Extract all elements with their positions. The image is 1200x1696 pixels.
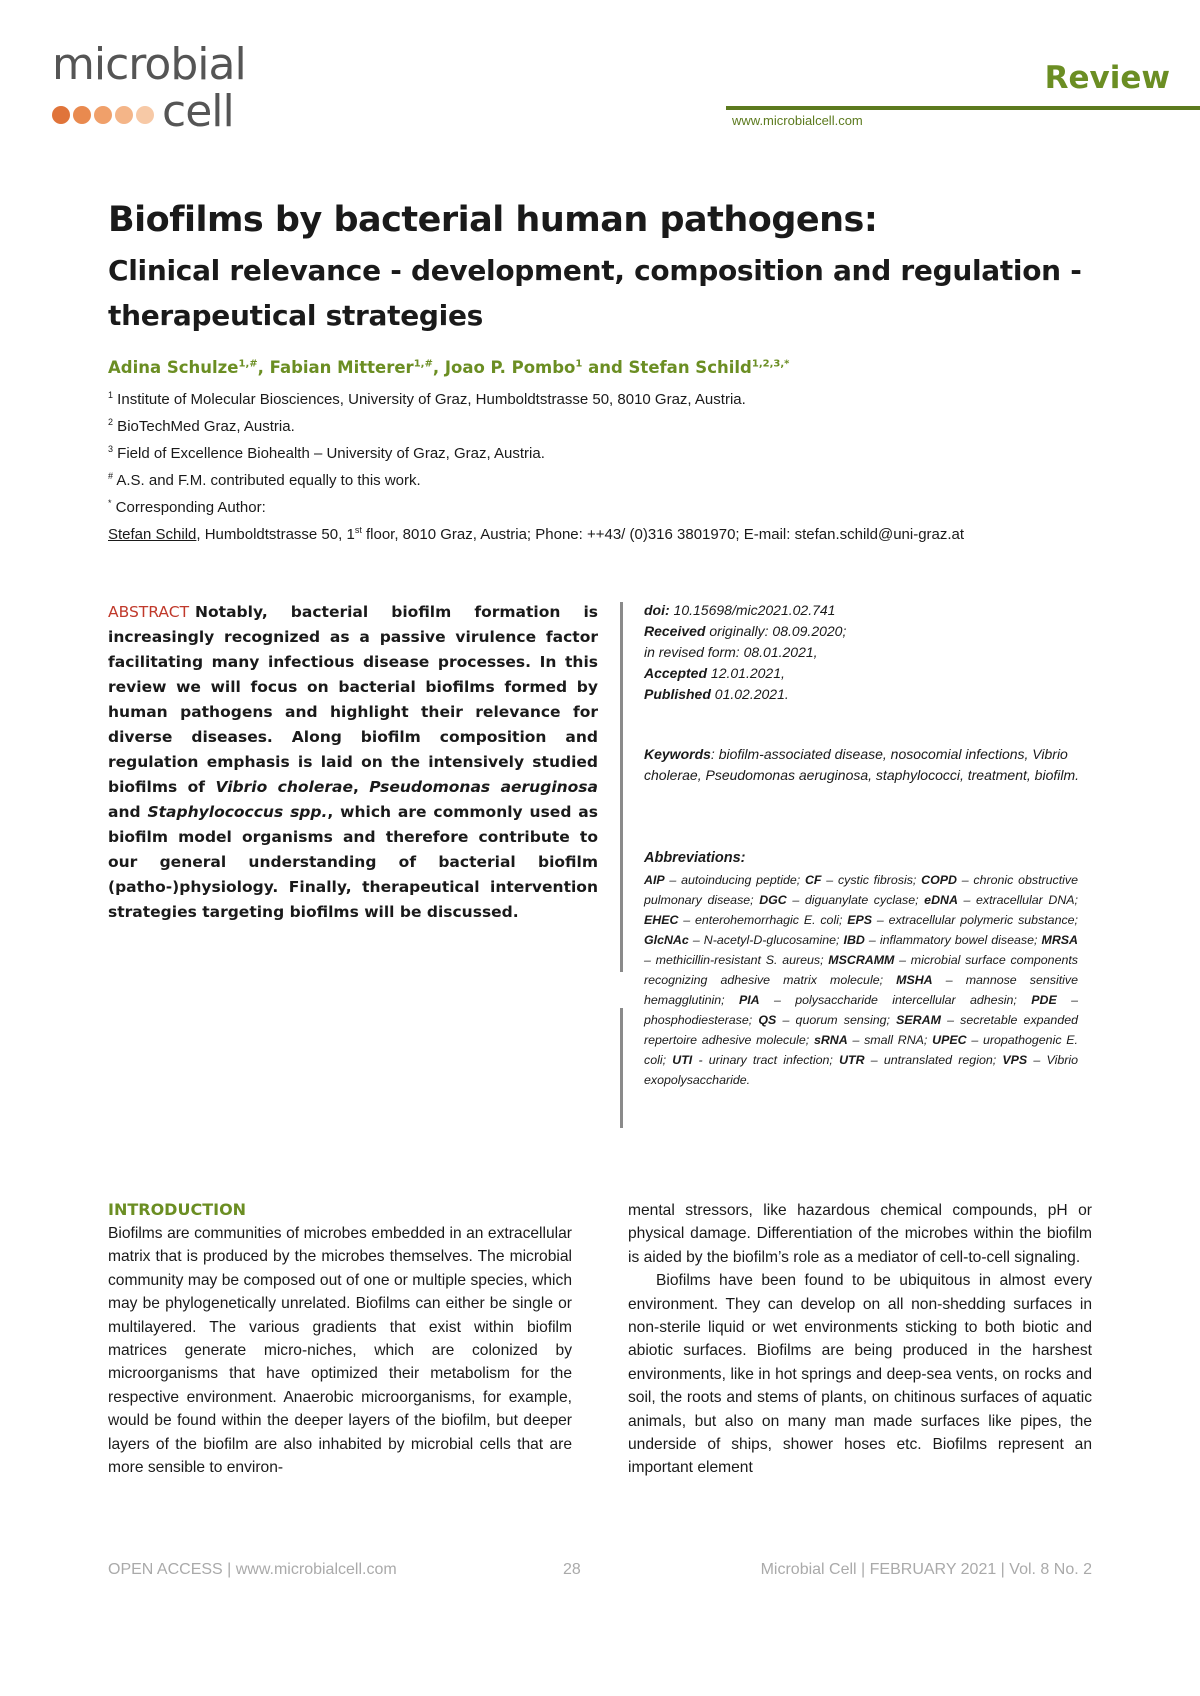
author-name: Joao P. Pombo <box>444 358 576 377</box>
paragraph: Biofilms have been found to be ubiquitous in almost every environment. They can develop on all non-shedding surfaces in non-sterile liquid or wet environments sticking to both biotic and abiotic surfaces. Biofilms are being produced in the harshest environments, like in hot springs and deep-sea vents, on rocks and soil, the roots and stems of plants, on chitinous surfaces of aquatic animals, but also on many man made surfaces like pipes, the underside of ships, shower hoses etc. Biofilms represent an important element <box>628 1272 1092 1477</box>
abbreviation-definition: – extracellular polymeric substance; <box>872 913 1078 927</box>
abbreviation-term: EHEC <box>644 913 679 927</box>
logo-dot <box>136 106 154 124</box>
abbreviation-definition: – N-acetyl-D-glucosamine; <box>688 933 844 947</box>
affiliation-list <box>108 384 1108 519</box>
logo-dot <box>115 106 133 124</box>
affiliation-text: Field of Excellence Biohealth – University of Graz, Graz, Austria. <box>113 445 545 462</box>
author-affiliation-marks: 1 <box>575 358 583 370</box>
abbreviation-term: MSHA <box>896 973 933 987</box>
abbreviation-term: PIA <box>738 993 760 1007</box>
author-affiliation-marks: 1,# <box>238 358 258 370</box>
abbreviation-definition: – mannose sensitive hemagglutinin; <box>644 973 1078 1007</box>
affiliation-mark: * <box>108 498 112 508</box>
abbreviation-term: MRSA <box>1041 933 1078 947</box>
abbreviation-term: AIP <box>644 873 665 887</box>
abbreviation-definition: – Vibrio exopolysaccharide. <box>644 1053 1078 1087</box>
published-line <box>644 684 1084 705</box>
corresponding-author-name: Stefan Schild <box>108 526 197 543</box>
affiliation-mark: # <box>108 471 114 481</box>
affiliation-text: A.S. and F.M. contributed equally to this work. <box>113 472 421 489</box>
contact-text: floor, 8010 Graz, Austria; Phone: ++43/ (0)316 3801970; E-mail: stefan.schild@uni-graz.at <box>361 526 965 543</box>
accepted-line <box>644 663 1084 684</box>
abbreviation-term: GlcNAc <box>644 933 689 947</box>
abbreviation-term: CF <box>804 873 822 887</box>
received-date: originally: 08.09.2020; <box>705 623 847 639</box>
doi-label: doi: <box>644 602 670 618</box>
address-text: , Humboldtstrasse 50, 1 <box>196 526 355 543</box>
affiliation-line <box>108 492 1108 519</box>
doi-value[interactable]: 10.15698/mic2021.02.741 <box>669 602 836 618</box>
abstract-label: ABSTRACT <box>108 603 190 621</box>
affiliations <box>108 384 1108 546</box>
abbreviation-definition: – uropathogenic E. coli; <box>644 1033 1078 1067</box>
abstract-text: Notably, bacterial biofilm formation is increasingly recognized as a passive virulence factor facilitating many infectious disease processes. In this review we will focus on bacterial biofilms formed by human pathogens and highlight their relevance for diverse diseases. Along biofilm composition and regulation emphasis is laid on the intensively studied biofilms of <box>108 603 598 796</box>
subtitle-line-1: Clinical relevance - development, composition and regulation - <box>108 254 1082 287</box>
abbreviation-term: IBD <box>843 933 865 947</box>
affiliation-line <box>108 438 1108 465</box>
species-name: Vibrio cholerae <box>215 778 353 796</box>
abbreviation-term: DGC <box>759 893 787 907</box>
accepted-date: 12.01.2021, <box>707 665 785 681</box>
author-affiliation-marks: 1,2,3,* <box>751 358 790 370</box>
affiliation-line <box>108 384 1108 411</box>
abbreviation-term: VPS <box>1002 1053 1028 1067</box>
publication-info <box>644 600 1084 705</box>
accepted-label: Accepted <box>644 665 708 681</box>
abbreviation-definition: – quorum sensing; <box>776 1013 897 1027</box>
abbreviation-definition: – chronic obstructive pulmonary disease; <box>644 873 1079 907</box>
author-list: Adina Schulze$^{1,\#}$, Fabian Mitterer$^{1,\#}$, Joao P. Pombo$^1$ and Stefan Schild$^{1,2,3,*}$ <box>108 358 790 377</box>
journal-url-link[interactable]: www.microbialcell.com <box>732 113 863 128</box>
affiliation-text: Corresponding Author: <box>111 499 266 516</box>
abbreviation-term: eDNA <box>924 893 958 907</box>
footer-journal-issue: Microbial Cell | FEBRUARY 2021 | Vol. 8 No. 2 <box>760 1561 1092 1578</box>
affiliation-text: BioTechMed Graz, Austria. <box>113 418 295 435</box>
abbreviation-definition: – polysaccharide intercellular adhesin; <box>759 993 1032 1007</box>
journal-logo[interactable] <box>52 39 252 137</box>
keywords <box>644 744 1084 786</box>
abbreviation-definition: – phosphodiesterase; <box>644 993 1078 1027</box>
abbreviations-title: Abbreviations: <box>644 850 746 866</box>
doi-line <box>644 600 1084 621</box>
author-affiliation-marks: 1,# <box>413 358 433 370</box>
logo-dots <box>52 106 154 124</box>
article-type-label: Review <box>1044 60 1170 96</box>
received-line <box>644 621 1084 642</box>
abbreviation-definition: – inflammatory bowel disease; <box>864 933 1042 947</box>
species-name: Pseudomonas aeruginosa <box>369 778 598 796</box>
received-label: Received <box>644 623 706 639</box>
affiliation-line <box>108 411 1108 438</box>
abbreviation-definition: – small RNA; <box>847 1033 933 1047</box>
abbreviations-list <box>644 870 1078 1090</box>
abbreviation-term: PDE <box>1031 993 1057 1007</box>
logo-dot <box>94 106 112 124</box>
affiliation-text: Institute of Molecular Biosciences, University of Graz, Humboldtstrasse 50, 8010 Graz, Austria. <box>113 391 746 408</box>
footer-open-access[interactable]: OPEN ACCESS | www.microbialcell.com <box>108 1561 397 1578</box>
affiliation-mark: 2 <box>108 417 114 427</box>
sidebar-divider <box>620 602 623 972</box>
abbreviation-definition: – diguanylate cyclase; <box>786 893 925 907</box>
abbreviation-definition: – methicillin-resistant S. aureus; <box>644 953 829 967</box>
abbreviation-definition: - urinary tract infection; <box>692 1053 840 1067</box>
logo-word-cell: cell <box>162 86 234 137</box>
abbreviation-term: SERAM <box>896 1013 941 1027</box>
keywords-text: : biofilm-associated disease, nosocomial infections, Vibrio cholerae, Pseudomonas aeruginosa, staphylococci, treatment, biofilm. <box>644 746 1080 783</box>
abbreviation-definition: – untranslated region; <box>864 1053 1003 1067</box>
introduction-heading: INTRODUCTION <box>108 1200 247 1219</box>
author-name: Fabian Mitterer <box>269 358 414 377</box>
affiliation-mark: 1 <box>108 390 114 400</box>
subtitle-line-2: therapeutical strategies <box>108 299 484 332</box>
abbreviation-definition: – microbial surface components recognizing adhesive matrix molecule; <box>644 953 1078 987</box>
abbreviation-term: UTI <box>672 1053 693 1067</box>
abbreviation-term: COPD <box>921 873 957 887</box>
author-name: Adina Schulze <box>108 358 239 377</box>
abstract <box>108 600 598 925</box>
paragraph: mental stressors, like hazardous chemical compounds, pH or physical damage. Differentiation of the microbes within the biofilm is aided by the biofilm’s role as a mediator of cell-to-cell signaling. <box>628 1202 1092 1266</box>
separator: , <box>352 778 370 796</box>
abbreviation-definition: – autoinducing peptide; <box>664 873 805 887</box>
paragraph: Biofilms are communities of microbes embedded in an extracellular matrix that is produced by the microbes themselves. The microbial community may be composed out of one or multiple species, which may be phylogenetically unrelated. Biofilms can either be single or multilayered. The various gradients that exist within biofilm matrices generate micro-niches, which are colonized by microorganisms that have optimized their metabolism for the respective environment. Anaerobic microorganisms, for example, would be found within the deeper layers of the biofilm, but deeper layers of the biofilm are also inhabited by microbial cells that are more sensible to environ- <box>108 1225 572 1477</box>
abbreviation-term: sRNA <box>813 1033 848 1047</box>
keywords-label: Keywords <box>644 746 711 762</box>
floor-sup: st <box>354 525 362 535</box>
abbreviation-definition: – extracellular DNA; <box>957 893 1079 907</box>
separator: and <box>108 803 148 821</box>
header-divider <box>726 106 1200 110</box>
affiliation-line <box>108 465 1108 492</box>
corresponding-author-line <box>108 519 1108 546</box>
published-date: 01.02.2021. <box>710 686 789 702</box>
abbreviation-definition: – enterohemorrhagic E. coli; <box>678 913 848 927</box>
abbreviation-definition: – secretable expanded repertoire adhesive molecule; <box>644 1013 1078 1047</box>
revised-line: in revised form: 08.01.2021, <box>644 644 818 660</box>
introduction-left-column <box>108 1222 572 1479</box>
logo-dot <box>52 106 70 124</box>
abstract-text: , which are commonly used as biofilm model organisms and therefore contribute to our general understanding of bacterial biofilm (patho-)physiology. Finally, therapeutical intervention strategies targeting biofilms will be discussed. <box>108 803 598 921</box>
abbreviation-term: MSCRAMM <box>828 953 895 967</box>
abbreviation-term: QS <box>758 1013 777 1027</box>
affiliation-mark: 3 <box>108 444 114 454</box>
abbreviation-term: UPEC <box>932 1033 967 1047</box>
introduction-right-column <box>628 1199 1092 1480</box>
published-label: Published <box>644 686 711 702</box>
abbreviation-term: UTR <box>839 1053 865 1067</box>
sidebar-divider <box>620 1008 623 1128</box>
author-name: Stefan Schild <box>628 358 752 377</box>
abbreviation-definition: – cystic fibrosis; <box>821 873 922 887</box>
article-subtitle <box>108 248 1108 338</box>
logo-dot <box>73 106 91 124</box>
page-number: 28 <box>563 1561 581 1578</box>
species-name: Staphylococcus spp. <box>147 803 328 821</box>
abbreviation-term: EPS <box>847 913 873 927</box>
article-title: Biofilms by bacterial human pathogens: <box>108 200 878 240</box>
logo-word-microbial: microbial <box>52 39 246 90</box>
